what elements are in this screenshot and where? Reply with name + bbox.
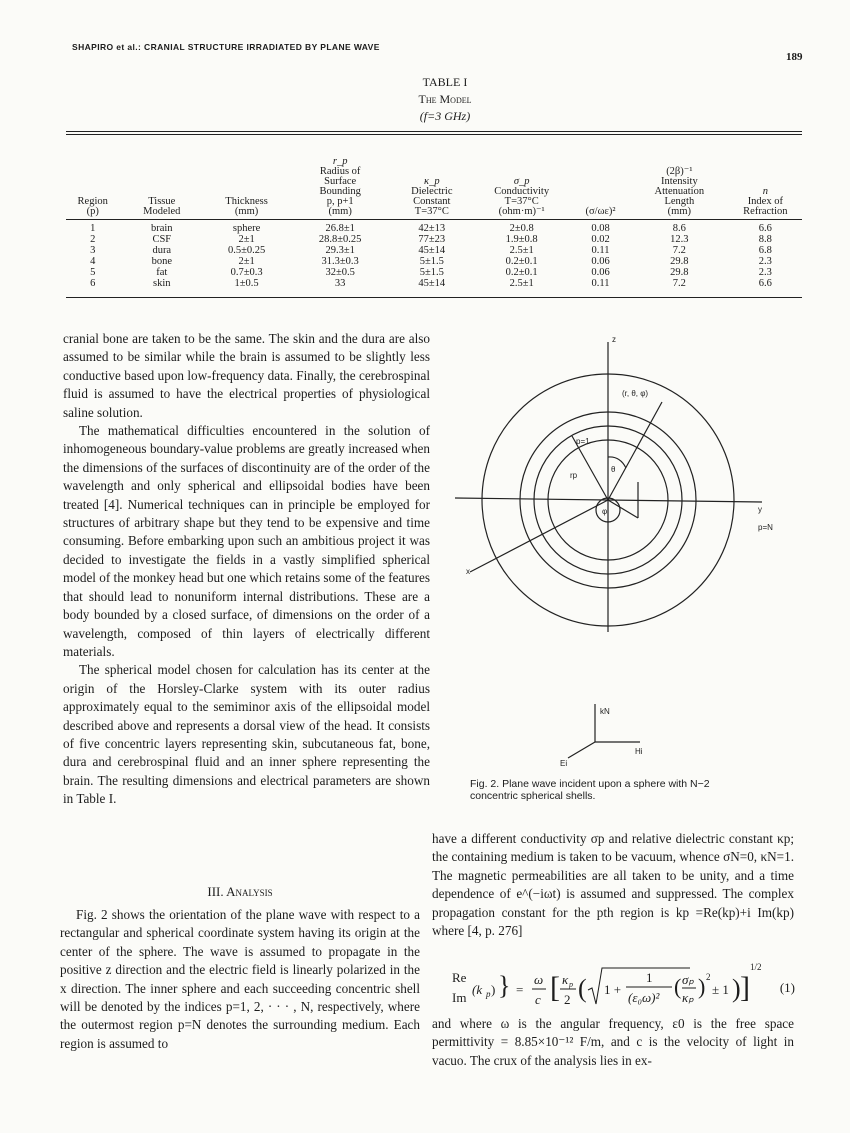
rp-label: rp (570, 471, 578, 480)
pN-label: p=N (758, 523, 773, 532)
svg-text:): ) (491, 982, 496, 997)
p1-label: p=1 (576, 437, 590, 446)
col-header-tissue: Tissue Modeled (143, 196, 181, 217)
ei-label: Ei (560, 759, 568, 768)
table-row: 2 CSF 2±1 28.8±0.25 77±23 1.9±0.8 0.02 12.3 8.8 (90, 233, 772, 245)
table-row: 4 bone 2±1 31.3±0.3 5±1.5 0.2±0.1 0.06 29.8 2.3 (90, 255, 772, 267)
paragraph: The mathematical difficulties encountered in the solution of inhomogeneous boundary-value problems are greatly increased when the dimensions of the surfaces of discontinuity are of the order of the wavelength and only spherical and ellipsoidal bodies have been treated [4]. Numerical techniques can in principle be employed for structures of arbitrary shape but they tend to be expensive and time consuming. Before embarking upon such an ambitious project it was decided to investigate the fields in a vastly simplified spherical model of the monkey head but one which retains some of the features that should lead to nonuniform internal distributions. These are a body bounded by a closed surface, of dimensions on the order of a wavelength, composed of thin layers of electrically different materials. (63, 423, 430, 659)
svg-text:p: p (486, 989, 491, 999)
table-bottom-rule (66, 297, 802, 298)
col-header-refraction: n Index of Refraction (743, 186, 788, 217)
model-table (66, 145, 802, 289)
point-label: (r, θ, φ) (622, 389, 649, 398)
equation-1 (450, 962, 795, 1012)
svg-text:]: ] (740, 971, 750, 1004)
hi-label: Hi (635, 747, 643, 756)
ei-vector (568, 742, 595, 758)
svg-text:2: 2 (564, 992, 571, 1007)
table-label: TABLE I (422, 75, 468, 89)
col-header-attenuation: (2β)⁻¹ Intensity Attenuation Length (mm) (654, 166, 705, 217)
equation-exponent: 1/2 (750, 962, 762, 972)
table-row: 6 skin 1±0.5 33 45±14 2.5±1 0.11 7.2 6.6 (90, 277, 772, 289)
x-label: x (466, 567, 470, 576)
svg-text:1 +: 1 + (604, 982, 622, 997)
equation-1-formula (450, 962, 750, 1012)
table-top-rule (66, 131, 802, 132)
equation-number: (1) (779, 980, 795, 995)
svg-text:[: [ (550, 971, 560, 1004)
y-label: y (758, 505, 762, 514)
table-title: The Model (418, 92, 472, 106)
figure-2-diagram (440, 322, 790, 772)
svg-text:1: 1 (646, 970, 653, 985)
svg-text:2: 2 (706, 972, 711, 982)
theta-label: θ (611, 465, 616, 474)
table-top-rule-2 (66, 134, 802, 135)
svg-text:=: = (516, 982, 524, 997)
svg-text:Re: Re (452, 970, 467, 985)
section-heading: III. Analysis (207, 884, 273, 899)
col-header-radius: r_p Radius of Surface Bounding p, p+1 (mm) (319, 156, 361, 217)
figure-caption: Fig. 2. Plane wave incident upon a sphere with N−2 concentric spherical shells. (470, 778, 710, 802)
svg-text:(: ( (674, 974, 682, 999)
svg-text:σₚ: σₚ (682, 972, 694, 987)
right-column-text-2 (432, 1015, 794, 1070)
running-head: SHAPIRO et al.: CRANIAL STRUCTURE IRRADIATED BY PLANE WAVE (72, 42, 380, 52)
paragraph: cranial bone are taken to be the same. The skin and the dura are also assumed to be similar while the brain is assumed to be slightly less conductive based upon low-frequency data. Finally, the cerebrospinal fluid is assumed to have the electrical properties of physiological saline solution. (63, 331, 430, 420)
table-subtitle: (f=3 GHz) (419, 109, 471, 123)
svg-text:}: } (498, 971, 511, 1000)
projection-line (608, 500, 638, 518)
svg-text:(: ( (578, 974, 587, 1003)
col-header-region: Region (p) (77, 196, 108, 217)
col-header-loss-ratio: (σ/ωε)² (585, 206, 616, 217)
z-label: z (612, 335, 616, 344)
paragraph: and where ω is the angular frequency, ε0 is the free space permittivity = 8.85×10⁻¹² F/m, and c is the velocity of light in vacuo. The crux of the analysis lies in ex- (432, 1016, 794, 1068)
table-row: 1 brain sphere 26.8±1 42±13 2±0.8 0.08 8.6 6.6 (90, 222, 772, 234)
svg-text:c: c (535, 992, 541, 1007)
table-header-row (66, 145, 802, 219)
svg-text:(k: (k (472, 982, 483, 997)
col-header-thickness: Thickness (mm) (225, 196, 268, 217)
svg-text:(ε₀ω)²: (ε₀ω)² (628, 990, 660, 1005)
phi-label: φ (602, 507, 608, 516)
paragraph: Fig. 2 shows the orientation of the plane wave with respect to a rectangular and spherical coordinate system having its origin at the center of the sphere. The wave is assumed to propagate in the positive z direction and the electric field is linearly polarized in the x direction. The inner sphere and each succeeding concentric shell will be denoted by the indices p=1, 2, · · · , N, respectively, where the outermost region p=N denotes the surrounding medium. Each region is assumed to (60, 907, 420, 1051)
svg-text:Im: Im (452, 990, 467, 1005)
paragraph: The spherical model chosen for calculation has its center at the origin of the Horsley-Clarke system with its outer radius approximately equal to the semiminor axis of the ellipsoidal model described above and represents a dorsal view of the head. It consists of five concentric layers representing skin, subcutaneous fat, bone, dura and cerebrospinal fluid and an inner sphere representing the brain. The resulting dimensions and electrical parameters are shown in Table I. (63, 662, 430, 807)
col-header-dielectric: κ_p Dielectric Constant T=37°C (411, 176, 453, 217)
left-column-text (63, 330, 430, 809)
svg-text:p: p (569, 980, 573, 989)
svg-text:ω: ω (534, 972, 544, 987)
page-number: 189 (786, 51, 803, 63)
x-axis (470, 500, 608, 572)
right-column-text (432, 830, 794, 940)
analysis-text (60, 906, 420, 1053)
table-row: 3 dura 0.5±0.25 29.3±1 45±14 2.5±1 0.11 7.2 6.8 (90, 244, 772, 256)
svg-text:): ) (698, 974, 706, 999)
col-header-conductivity: σ_p Conductivity T=37°C (ohm·m)⁻¹ (494, 176, 550, 217)
table-row: 5 fat 0.7±0.3 32±0.5 5±1.5 0.2±0.1 0.06 29.8 2.3 (90, 266, 772, 278)
svg-text:κₚ: κₚ (682, 990, 694, 1005)
svg-text:κ: κ (562, 972, 569, 987)
svg-text:): ) (732, 974, 741, 1003)
paragraph: have a different conductivity σp and relative dielectric constant κp; the containing medium is taken to be vacuum, whence σN=0, κN=1. The magnetic permeabilities are all taken to be unity, and a time dependence of e^(−iωt) is assumed and suppressed. The complex propagation constant for the pth region is kp =Re(kp)+i Im(kp) where [4, p. 276] (432, 831, 794, 939)
kN-label: kN (600, 707, 610, 716)
svg-text:± 1: ± 1 (712, 982, 729, 997)
